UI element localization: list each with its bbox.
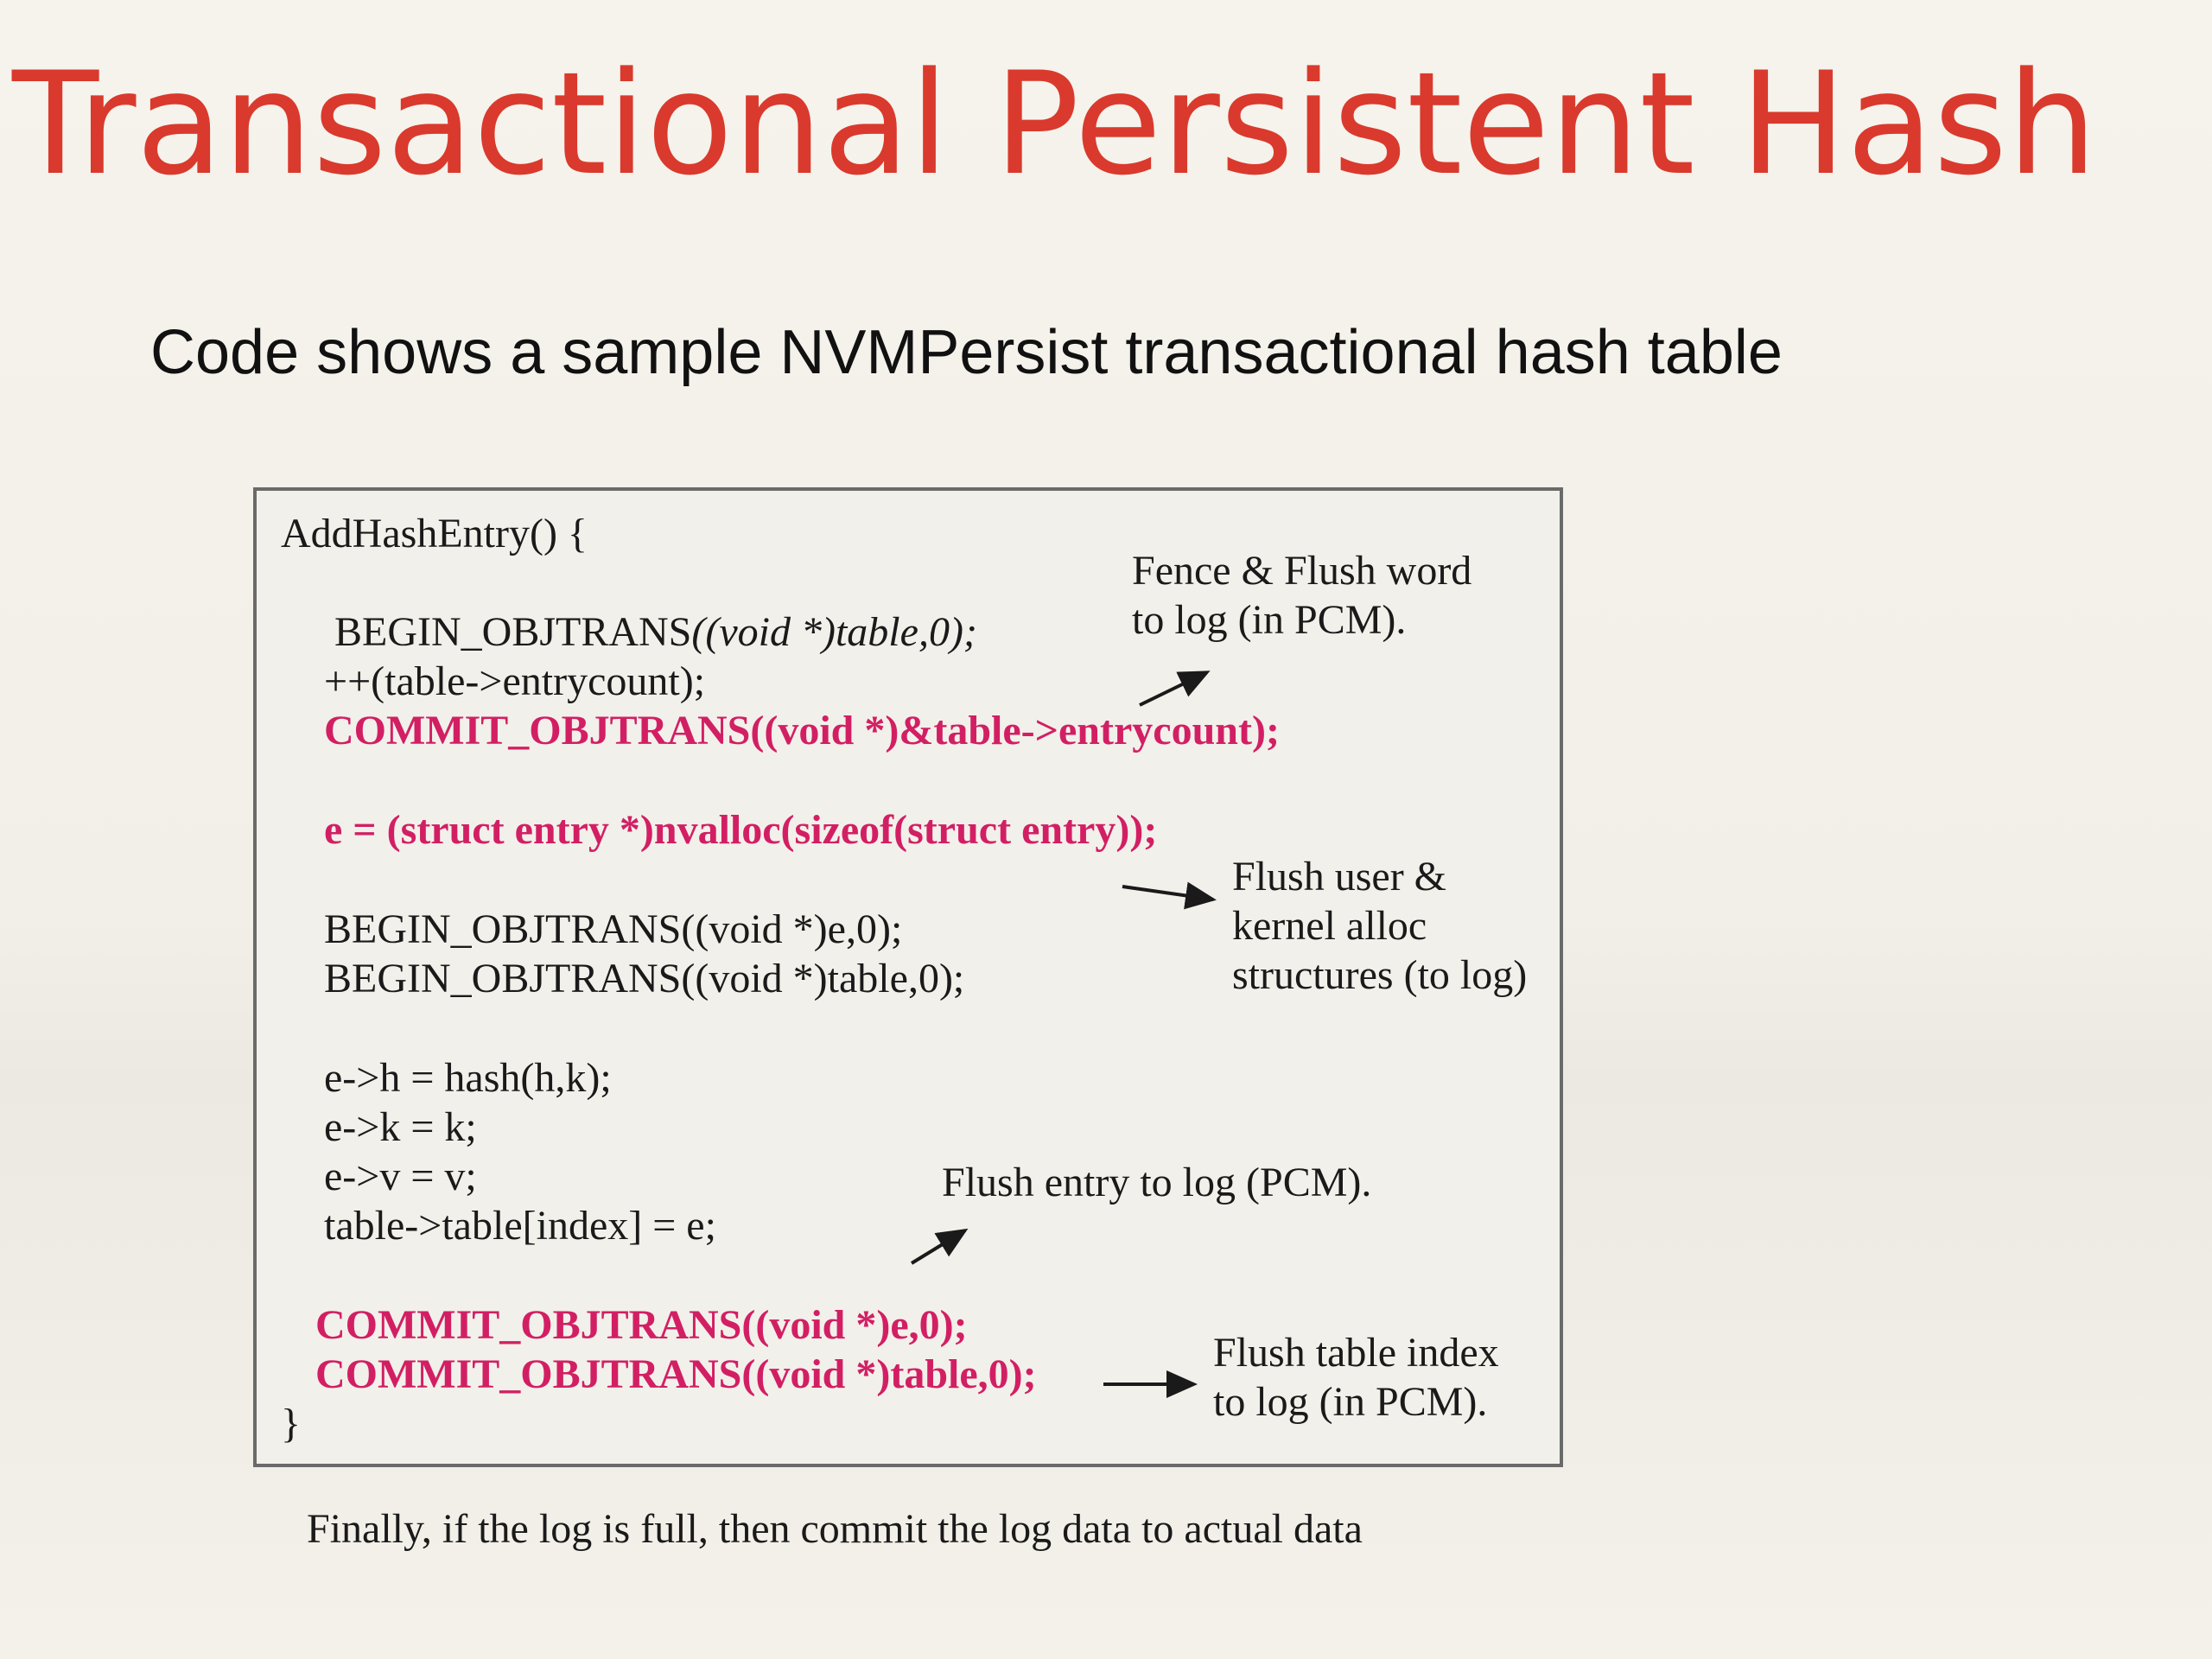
code-begin-objtrans-e: BEGIN_OBJTRANS((void *)e,0);	[324, 906, 903, 952]
note-flush-entry	[942, 1158, 1371, 1207]
note-flush-alloc-line-2: kernel alloc	[1232, 903, 1427, 949]
arrow-fence-flush	[1140, 672, 1207, 705]
code-increment-entrycount: ++(table->entrycount);	[324, 658, 706, 704]
code-begin-args: ((void *)table,0);	[691, 609, 977, 655]
code-assign-value: e->v = v;	[324, 1154, 477, 1199]
note-fence-flush-line-1: Fence & Flush word	[1132, 548, 1472, 594]
code-figure	[253, 487, 1563, 1467]
code-function-close: }	[281, 1401, 302, 1446]
arrow-flush-alloc	[1122, 887, 1213, 899]
note-flush-index-line-2: to log (in PCM).	[1213, 1379, 1488, 1425]
slide-title: Transactional Persistent Hash	[12, 41, 2097, 207]
note-flush-alloc-line-1: Flush user &	[1232, 854, 1447, 899]
code-nvalloc-entry: e = (struct entry *)nvalloc(sizeof(struct entry));	[324, 807, 1158, 853]
note-flush-index	[1213, 1328, 1499, 1427]
code-assign-key: e->k = k;	[324, 1104, 477, 1150]
note-flush-alloc-line-3: structures (to log)	[1232, 952, 1528, 998]
note-fence-flush-line-2: to log (in PCM).	[1132, 597, 1407, 643]
note-flush-alloc	[1232, 852, 1527, 1000]
note-flush-index-line-1: Flush table index	[1213, 1330, 1499, 1376]
note-fence-flush	[1132, 546, 1471, 645]
figure-caption: Finally, if the log is full, then commit the log data to actual data	[307, 1506, 1363, 1552]
slide-subtitle: Code shows a sample NVMPersist transactional hash table	[150, 318, 1783, 387]
code-begin-objtrans-table-2: BEGIN_OBJTRANS((void *)table,0);	[324, 956, 965, 1001]
code-assign-table-index: table->table[index] = e;	[324, 1203, 716, 1249]
note-flush-entry-line-1: Flush entry to log (PCM).	[942, 1160, 1372, 1205]
code-commit-objtrans-table: COMMIT_OBJTRANS((void *)table,0);	[315, 1351, 1037, 1397]
code-commit-objtrans-e: COMMIT_OBJTRANS((void *)e,0);	[315, 1302, 968, 1348]
code-commit-entrycount: COMMIT_OBJTRANS((void *)&table->entrycount);	[324, 708, 1280, 753]
arrow-flush-entry	[912, 1230, 965, 1263]
code-function-open: AddHashEntry() {	[281, 511, 588, 556]
code-begin-call: BEGIN_OBJTRANS	[334, 609, 692, 655]
code-assign-hash: e->h = hash(h,k);	[324, 1055, 612, 1101]
code-begin-objtrans-table	[334, 609, 977, 655]
